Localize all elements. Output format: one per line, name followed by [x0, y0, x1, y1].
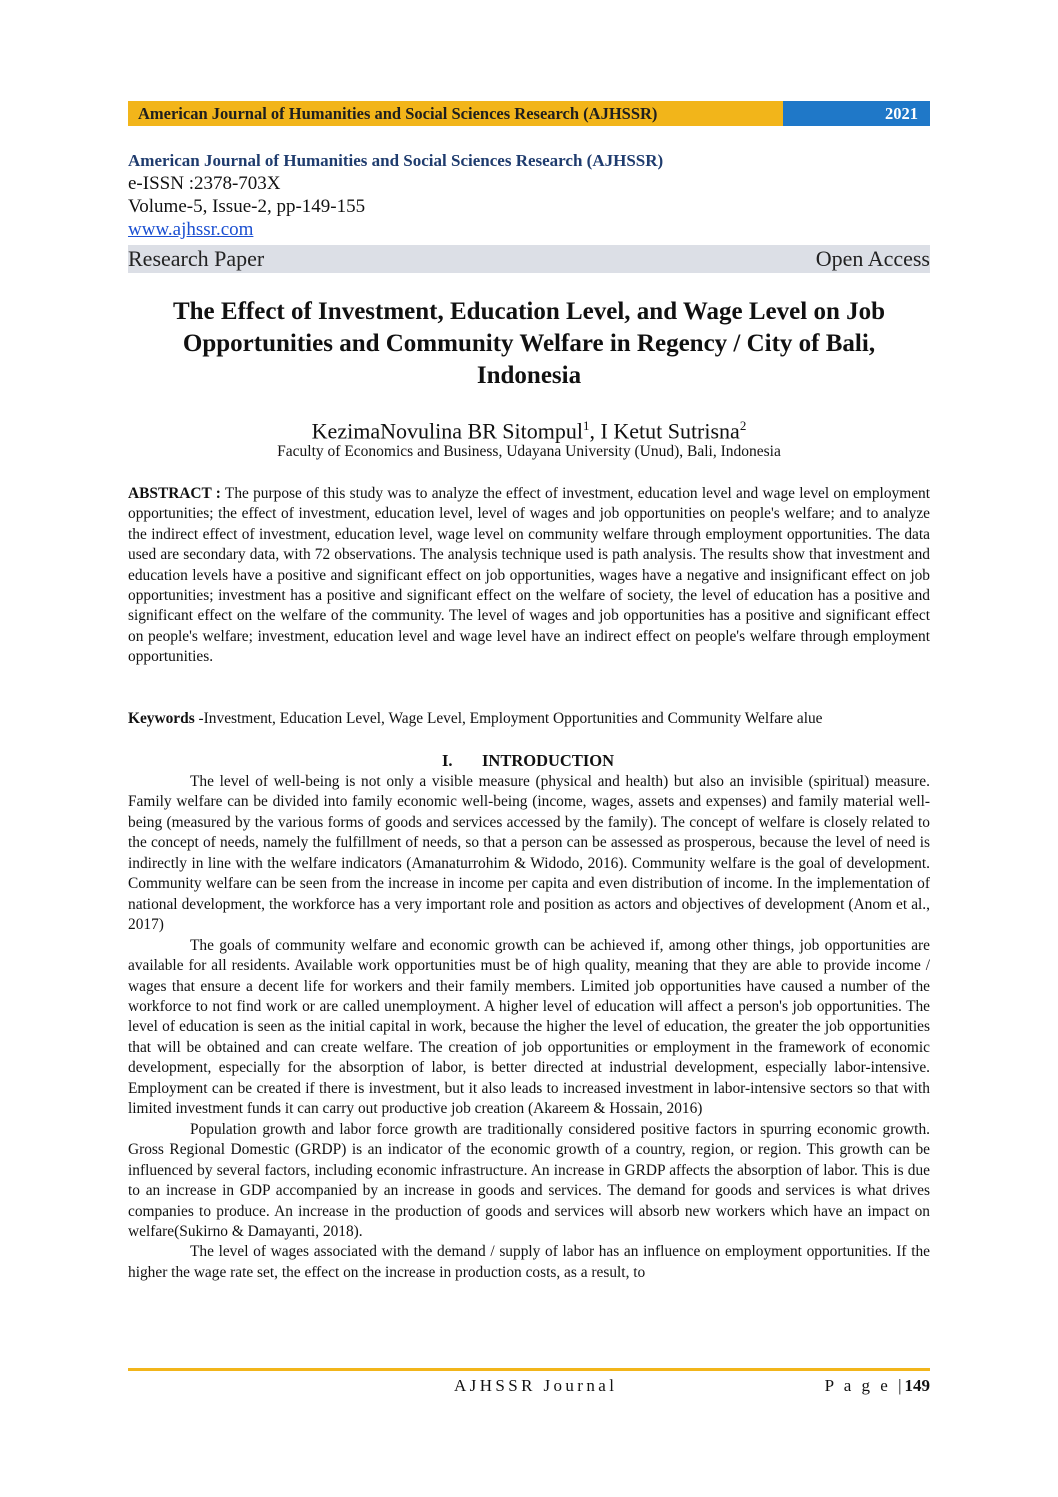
- journal-website-link[interactable]: www.ajhssr.com: [128, 219, 254, 240]
- header-journal-name: American Journal of Humanities and Social Sciences Research (AJHSSR): [128, 101, 783, 126]
- abstract: [128, 484, 930, 668]
- section-title: INTRODUCTION: [482, 751, 615, 770]
- section-number: I.: [442, 751, 453, 770]
- paper-title: The Effect of Investment, Education Level, and Wage Level on Job Opportunities and Community Welfare in Regency / City of Bali, Indonesia: [172, 298, 886, 389]
- paper-type-bar: [128, 245, 930, 273]
- paper-type: Research Paper: [128, 246, 265, 271]
- page-number: 149: [904, 1376, 930, 1395]
- access-type: Open Access: [815, 246, 930, 271]
- meta-journal-name: American Journal of Humanities and Social Sciences Research (AJHSSR): [128, 151, 664, 170]
- introduction-body: [128, 772, 930, 1283]
- author-2-affil-mark: 2: [739, 418, 747, 433]
- author-line: [128, 412, 930, 445]
- paragraph: The level of well-being is not only a visible measure (physical and health) but also an invisible (spiritual) measure. Family welfare can be divided into family economic well-being (income, wages, assets and expenses) and family material well-being (measured by the various forms of goods and services accessed by the family). The concept of welfare is closely related to the concept of needs, namely the fulfillment of needs, so that a person can be assessed as prosperous, because the level of need is indirectly in line with the welfare indicators (Amanaturrohim & Widodo, 2016). Community welfare is the goal of development. Community welfare can be seen from the increase in income per capita and even distribution of income. In the implementation of national development, the workforce has a very important role and position as actors and objectives of development (Anom et al., 2017): [128, 773, 930, 934]
- meta-issn: e-ISSN :2378-703X: [128, 173, 281, 194]
- affiliation: Faculty of Economics and Business, Udayana University (Unud), Bali, Indonesia: [277, 443, 781, 460]
- abstract-text: The purpose of this study was to analyze the effect of investment, education level and wage level on employment opportunities; the effect of investment, education level, level of wages and job opportunities on people's welfare; and to analyze the indirect effect of investment, education level, wage level on community welfare through employment opportunities. The data used are secondary data, with 72 observations. The analysis technique used is path analysis. The results show that investment and education levels have a positive and significant effect on job opportunities, wages have a negative and insignificant effect on job opportunities; investment has a positive and significant effect on the welfare of society, the level of education has a positive and significant effect on the welfare of the community. The level of wages and job opportunities has a positive and significant effect on people's welfare; investment, education level and wage level have an indirect effect on people's welfare through employment opportunities.: [128, 485, 930, 666]
- author-1-affil-mark: 1: [583, 418, 590, 433]
- running-header: [128, 101, 930, 126]
- paragraph: Population growth and labor force growth are traditionally considered positive factors in spurring economic growth. Gross Regional Domestic (GRDP) is an indicator of the economic growth of a country, region, or region. This growth can be influenced by several factors, including economic infrastructure. An increase in GRDP affects the absorption of labor. This is due to an increase in GDP accompanied by an increase in goods and services. The demand for goods and services is what drives companies to produce. An increase in the production of goods and services will absorb new workers which have an impact on welfare(Sukirno & Damayanti, 2018).: [128, 1120, 930, 1240]
- page-label: P a g e |: [824, 1376, 905, 1395]
- paragraph: The goals of community welfare and economic growth can be achieved if, among other things, job opportunities are available for all residents. Available work opportunities must be of high quality, meaning that they are able to provide income / wages that ensure a decent life for workers and their family members. Limited job opportunities have caused a number of the workforce to not find work or are called unemployment. A higher level of education will affect a person's job opportunities. The level of education is seen as the initial capital in work, because the higher the level of education, the greater the job opportunities that will be obtained and can create welfare. The creation of job opportunities or employment in the framework of economic development, especially for the absorption of labor, is better directed at industrial development, especially labor-intensive. Employment can be created if there is investment, but it also leads to increased investment in labor-intensive sectors so that with limited investment funds it can carry out productive job creation (Akareem & Hossain, 2016): [128, 936, 930, 1118]
- keywords-label: Keywords: [128, 710, 195, 727]
- keywords-text: -Investment, Education Level, Wage Level, Employment Opportunities and Community Welfare alue: [194, 710, 823, 727]
- meta-volume: Volume-5, Issue-2, pp-149-155: [128, 196, 366, 217]
- author-1: KezimaNovulina BR Sitompul: [311, 418, 583, 444]
- footer-divider: [128, 1368, 930, 1371]
- paragraph: The level of wages associated with the demand / supply of labor has an influence on employment opportunities. If the higher the wage rate set, the effect on the increase in production costs, as a result, to: [128, 1243, 930, 1281]
- footer-page: [825, 1374, 930, 1398]
- journal-meta: [128, 150, 930, 241]
- author-2: I Ketut Sutrisna: [600, 418, 740, 444]
- abstract-label: ABSTRACT :: [128, 485, 221, 502]
- header-year: 2021: [783, 101, 930, 126]
- author-separator: ,: [589, 418, 601, 444]
- page-footer: [128, 1374, 930, 1398]
- keywords: [128, 709, 930, 729]
- footer-journal: AJHSSR Journal: [454, 1376, 618, 1395]
